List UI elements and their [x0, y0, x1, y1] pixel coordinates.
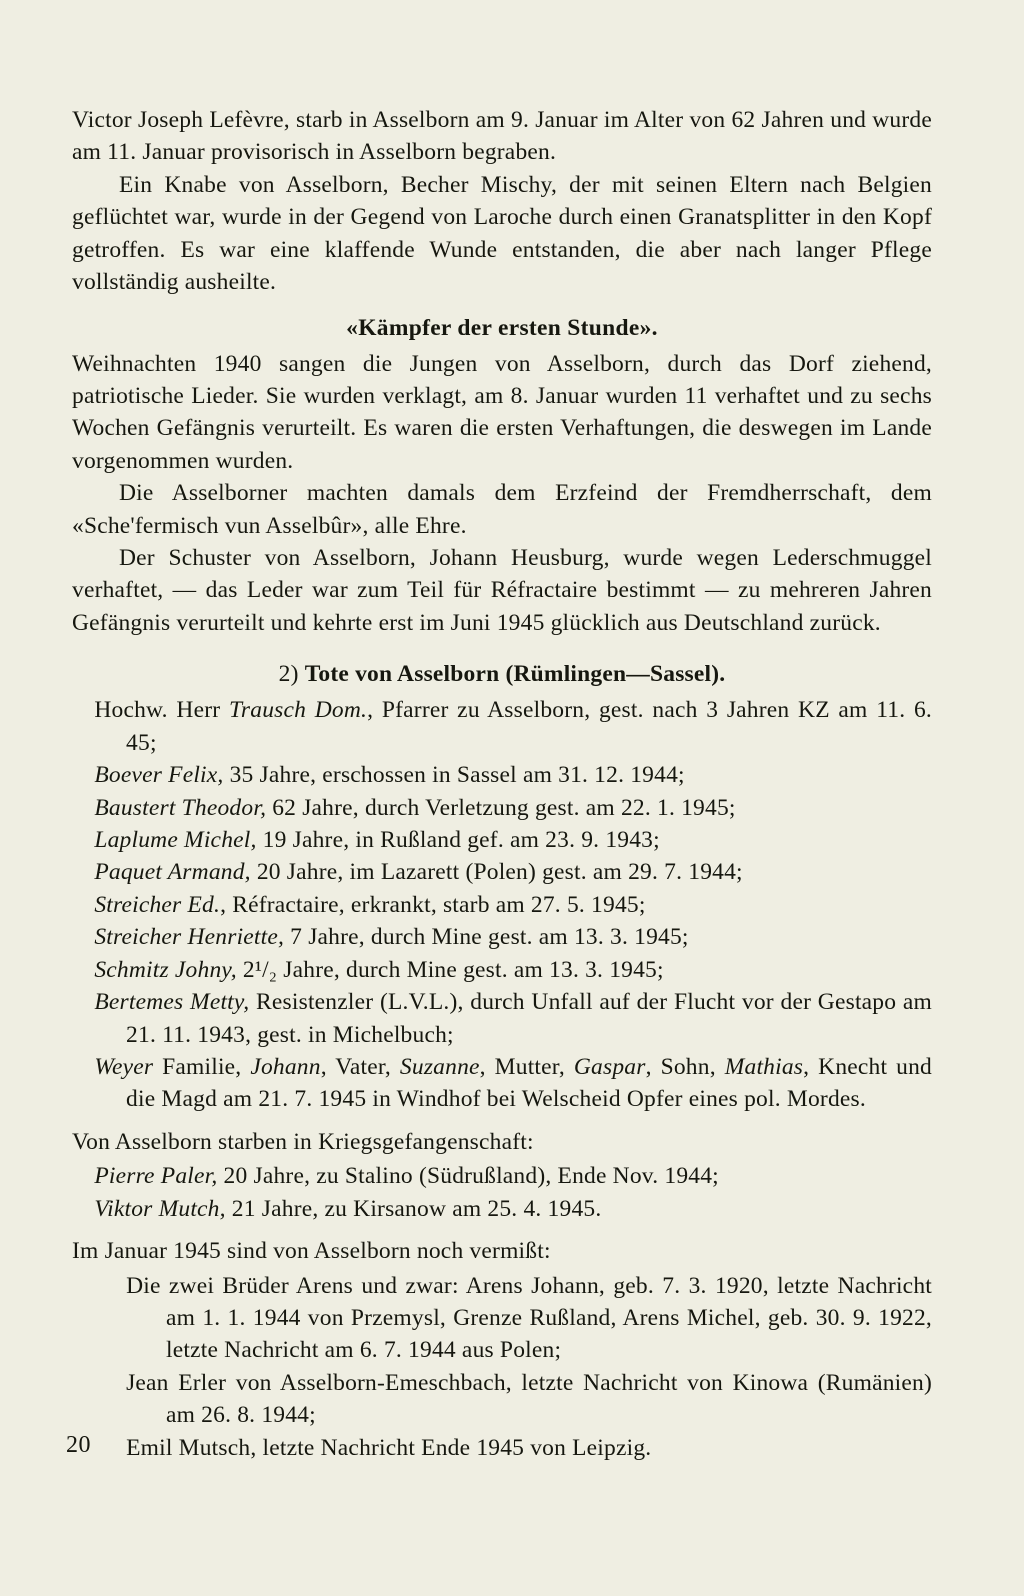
- list-item: [72, 921, 932, 953]
- missing-list: [72, 1270, 932, 1465]
- page-content: [72, 104, 932, 1464]
- list-item: [72, 694, 932, 759]
- victim-name: Paquet Armand,: [94, 859, 251, 886]
- victim-details: , Réfractaire, erkrankt, starb am 27. 5. 1945;: [220, 891, 646, 918]
- list-item: [72, 824, 932, 856]
- victim-details: 19 Jahre, in Rußland gef. am 23. 9. 1943;: [256, 827, 660, 854]
- victim-name: Trausch Dom.: [228, 697, 368, 724]
- victim-name: Schmitz Johny,: [94, 956, 237, 983]
- victim-name: Streicher Henriette,: [94, 924, 285, 951]
- list-item: Die zwei Brüder Arens und zwar: Arens Johann, geb. 7. 3. 1920, letzte Nachricht am 1. 1. 1944 von Przemysl, Grenze Rußland, Arens Michel, geb. 30. 9. 1922, letzte Nachricht am 6. 7. 1944 aus Polen;: [126, 1272, 932, 1364]
- paragraph-lefevre: Victor Joseph Lefèvre, starb in Asselborn am 9. Januar im Alter von 62 Jahren und wurde am 11. Januar provisorisch in Asselborn begraben.: [72, 107, 932, 166]
- list-item: [72, 856, 932, 888]
- list-item: [72, 986, 932, 1051]
- lead-missing: Im Januar 1945 sind von Asselborn noch vermißt:: [72, 1238, 551, 1265]
- section-number: 2): [278, 661, 305, 688]
- list-item: Emil Mutsch, letzte Nachricht Ende 1945 von Leipzig.: [126, 1434, 652, 1461]
- victim-details: 35 Jahre, erschossen in Sassel am 31. 12. 1944;: [223, 762, 685, 789]
- victim-name: Streicher Ed.: [94, 891, 221, 918]
- section-title: Tote von Asselborn (Rümlingen—Sassel).: [304, 661, 726, 688]
- paragraph-weihnachten-1940: Weihnachten 1940 sangen die Jungen von Asselborn, durch das Dorf ziehend, patriotische Lieder. Sie wurden verklagt, am 8. Januar wurden 11 verhaftet und zu sechs Wochen Gefängnis verurteilt. Es waren die ersten Verhaftungen, die deswegen im Lande vorgenommen wurden.: [72, 350, 932, 474]
- pow-list: [72, 1160, 932, 1225]
- pow-name: Viktor Mutch,: [94, 1195, 226, 1222]
- victim-details: 2¹/₂ Jahre, durch Mine gest. am 13. 3. 1945;: [236, 956, 664, 983]
- victim-details: 7 Jahre, durch Mine gest. am 13. 3. 1945;: [284, 924, 689, 951]
- list-item: [72, 759, 932, 791]
- victim-details: 62 Jahre, durch Verletzung gest. am 22. 1. 1945;: [266, 794, 736, 821]
- victim-details: 20 Jahre, im Lazarett (Polen) gest. am 29. 7. 1944;: [250, 859, 743, 886]
- victim-details: , Pfarrer zu Asselborn, gest. nach 3 Jahren KZ am 11. 6. 45;: [126, 697, 932, 756]
- paragraph-becher-mischy: Ein Knabe von Asselborn, Becher Mischy, der mit seinen Eltern nach Belgien geflüchtet war, wurde in der Gegend von Laroche durch einen Granatsplitter in den Kopf getroffen. Es war eine klaffende Wunde entstanden, die aber nach langer Pflege vollständig ausheilte.: [72, 171, 932, 296]
- list-item-weyer: Weyer Familie, Johann, Vater, Suzanne, Mutter, Gaspar, Sohn, Mathias, Knecht und die Magd am 21. 7. 1945 in Windhof bei Welscheid Opfer eines pol. Mordes.: [94, 1053, 932, 1113]
- victim-name: Laplume Michel,: [94, 827, 257, 854]
- pow-details: 21 Jahre, zu Kirsanow am 25. 4. 1945.: [225, 1195, 602, 1222]
- victim-details: Resistenzler (L.V.L.), durch Unfall auf der Flucht vor der Gestapo am 21. 11. 1943, gest. in Michelbuch;: [126, 989, 932, 1048]
- list-item: [72, 954, 932, 986]
- pow-name: Pierre Paler,: [94, 1163, 218, 1190]
- list-item: [72, 1193, 932, 1225]
- list-item: [72, 792, 932, 824]
- section-heading-tote: [72, 661, 932, 688]
- list-item: Jean Erler von Asselborn-Emeschbach, letzte Nachricht von Kinowa (Rumänien) am 26. 8. 1944;: [126, 1369, 932, 1429]
- victim-prefix: Hochw. Herr: [94, 697, 229, 724]
- paragraph-schuster: Der Schuster von Asselborn, Johann Heusburg, wurde wegen Lederschmuggel verhaftet, — das Leder war zum Teil für Réfractaire bestimmt — zu mehreren Jahren Gefängnis verurteilt und kehrte erst im Juni 1945 glücklich aus Deutschland zurück.: [72, 545, 932, 636]
- page-number: 20: [66, 1432, 91, 1458]
- victim-name: Bertemes Metty,: [94, 989, 250, 1016]
- lead-prisoners-of-war: Von Asselborn starben in Kriegsgefangenschaft:: [72, 1128, 534, 1155]
- victim-name: Baustert Theodor,: [94, 794, 267, 821]
- victims-list: [72, 694, 932, 1115]
- list-item: [72, 889, 932, 921]
- pow-details: 20 Jahre, zu Stalino (Südrußland), Ende Nov. 1944;: [217, 1163, 719, 1190]
- section-heading-kaempfer: «Kämpfer der ersten Stunde».: [346, 314, 658, 341]
- list-item: [72, 1160, 932, 1192]
- paragraph-asselborner: Die Asselborner machten damals dem Erzfeind der Fremdherrschaft, dem «Sche'fermisch vun Asselbûr», alle Ehre.: [72, 480, 932, 539]
- victim-name: Boever Felix,: [94, 762, 224, 789]
